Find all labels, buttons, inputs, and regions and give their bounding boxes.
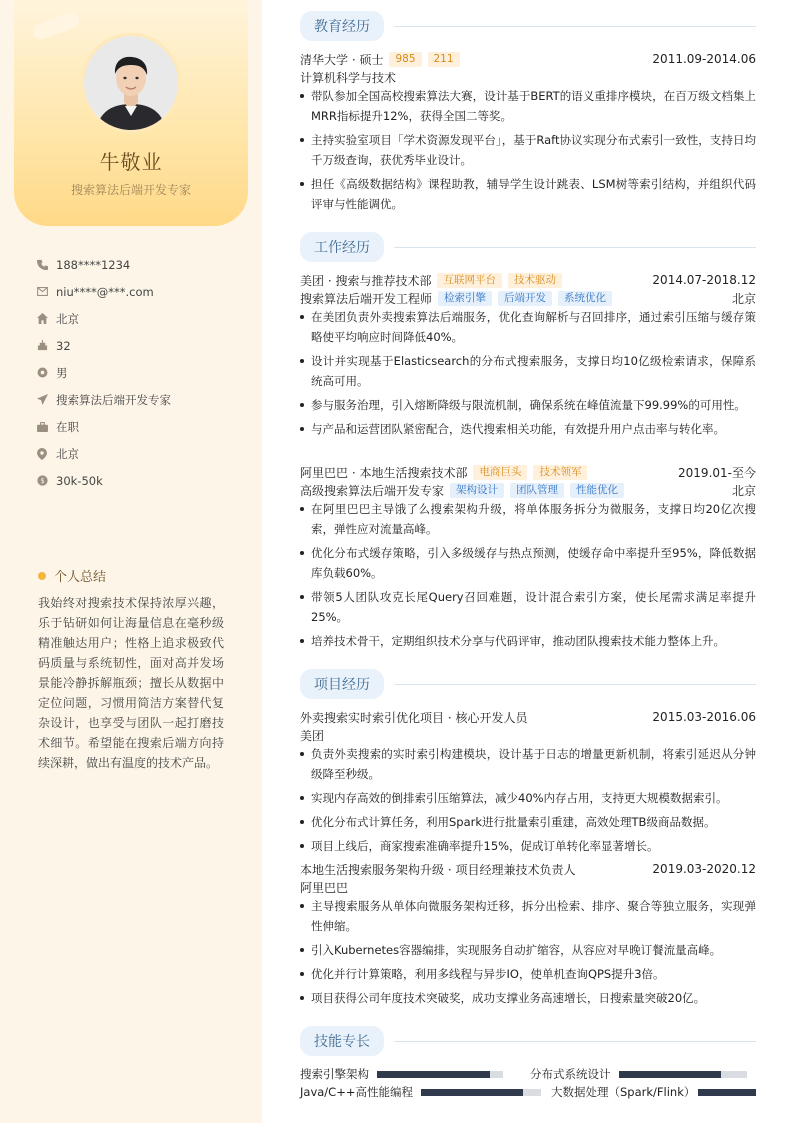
list-item: 在阿里巴巴主导饿了么搜索架构升级，将单体服务拆分为微服务，支撑日均20亿次搜索，弹性应对流量高峰。 <box>300 499 756 539</box>
job-company-row <box>300 271 756 289</box>
project-org-row <box>300 726 756 744</box>
skill-level-bar <box>377 1071 503 1078</box>
skill-level-fill <box>698 1089 756 1096</box>
job-role-row <box>300 289 756 307</box>
role-tag: 团队管理 <box>510 483 564 498</box>
section-title: 教育经历 <box>300 11 384 41</box>
section-work-heading <box>300 232 756 262</box>
job-city: 北京 <box>731 483 756 498</box>
company-tag: 技术驱动 <box>508 273 562 288</box>
info-row-target-role <box>36 386 246 413</box>
list-item: 主导搜索服务从单体向微服务架构迁移，拆分出检索、排序、聚合等独立服务，实现弹性伸缩。 <box>300 896 756 936</box>
skill-name: Java/C++高性能编程 <box>300 1085 413 1099</box>
info-row-phone <box>36 251 246 278</box>
info-row-status <box>36 413 246 440</box>
phone-icon <box>36 259 48 271</box>
skill-item <box>300 1065 503 1083</box>
skill-level-fill <box>377 1071 490 1078</box>
section-skills-heading <box>300 1026 756 1056</box>
list-item: 在美团负责外卖搜索算法后端服务，优化查询解析与召回排序，通过索引压缩与缓存策略使平均响应时间降低40%。 <box>300 307 756 347</box>
residence-text: 北京 <box>56 311 79 326</box>
summary-heading <box>38 566 106 585</box>
summary-text: 我始终对搜索技术保持浓厚兴趣，乐于钻研如何让海量信息在毫秒级精准触达用户；性格上追求极致代码质量与系统韧性，面对高并发场景能冷静拆解瓶颈；擅长从数据中定位问题，习惯用简洁方案替代复杂设计，也享受与团队一起打磨技术细节。希望能在搜索后端方向持续深耕，做出有温度的技术产品。 <box>38 596 224 770</box>
target-role-text: 搜索算法后端开发专家 <box>56 392 171 407</box>
mail-icon <box>36 286 48 298</box>
home-icon <box>36 313 48 325</box>
project-org: 美团 <box>300 728 325 743</box>
project-org-row <box>300 878 756 896</box>
company-tag: 电商巨头 <box>473 465 527 480</box>
school-tag: 211 <box>428 52 460 67</box>
section-title: 项目经历 <box>300 669 384 699</box>
contact-info-list <box>36 251 246 494</box>
job-bullets <box>300 307 756 443</box>
skill-name: 分布式系统设计 <box>530 1067 611 1081</box>
list-item: 优化分布式缓存策略，引入多级缓存与热点预测，使缓存命中率提升至95%，降低数据库负载60%。 <box>300 543 756 583</box>
candidate-name: 牛敬业 <box>99 150 163 174</box>
role-tag: 检索引擎 <box>438 291 492 306</box>
info-row-gender <box>36 359 246 386</box>
skill-level-bar <box>619 1071 747 1078</box>
phone-text: 188****1234 <box>56 257 131 272</box>
list-item: 设计并实现基于Elasticsearch的分布式搜索服务，支撑日均10亿级检索请求，保障系统高可用。 <box>300 351 756 391</box>
cake-icon <box>36 340 48 352</box>
major-row <box>300 68 756 86</box>
role-tag: 后端开发 <box>498 291 552 306</box>
major-name: 计算机科学与技术 <box>300 70 397 85</box>
company-name: 美团 · 搜索与推荐技术部 <box>300 273 432 288</box>
info-row-email <box>36 278 246 305</box>
skill-level-bar <box>421 1089 541 1096</box>
skill-level-fill <box>421 1089 523 1096</box>
job-date: 2014.07-2018.12 <box>652 273 756 287</box>
list-item: 与产品和运营团队紧密配合，迭代搜索相关功能，有效提升用户点击率与转化率。 <box>300 419 756 439</box>
gender-icon <box>36 367 48 379</box>
location-pin-icon <box>36 448 48 460</box>
skill-name: 大数据处理（Spark/Flink） <box>551 1085 696 1099</box>
divider <box>394 684 756 685</box>
project-date: 2019.03-2020.12 <box>652 862 756 876</box>
list-item: 担任《高级数据结构》课程助教，辅导学生设计跳表、LSM树等索引结构，并组织代码评审与性能调优。 <box>300 174 756 214</box>
job-date: 2019.01-至今 <box>678 465 756 480</box>
role-tag: 架构设计 <box>450 483 504 498</box>
education-bullets <box>300 86 756 218</box>
section-title: 技能专长 <box>300 1026 384 1056</box>
role-tag: 性能优化 <box>570 483 624 498</box>
list-item: 带队参加全国高校搜索算法大赛，设计基于BERT的语义重排序模块，在百万级文档集上MRR指标提升12%，获得全国二等奖。 <box>300 86 756 126</box>
list-item: 主持实验室项目「学术资源发现平台」，基于Raft协议实现分布式索引一致性，支持日均千万级查询，获优秀毕业设计。 <box>300 130 756 170</box>
company-tag: 技术领军 <box>533 465 587 480</box>
project-name: 本地生活搜索服务架构升级 · 项目经理兼技术负责人 <box>300 862 576 877</box>
divider <box>394 1041 756 1042</box>
project-row <box>300 708 756 726</box>
skill-name: 搜索引擎架构 <box>300 1067 369 1081</box>
skill-level-bar <box>698 1089 756 1096</box>
job-role-row <box>300 481 756 499</box>
age-text: 32 <box>56 338 71 353</box>
list-item: 带领5人团队攻克长尾Query召回难题，设计混合索引方案，使长尾需求满足率提升25%。 <box>300 587 756 627</box>
bullet-dot-icon <box>38 572 46 580</box>
gender-text: 男 <box>56 365 68 380</box>
salary-text: 30k-50k <box>56 473 103 488</box>
divider <box>394 247 756 248</box>
education-date: 2011.09-2014.06 <box>652 52 756 66</box>
role-tag: 系统优化 <box>558 291 612 306</box>
skill-item <box>300 1083 541 1101</box>
list-item: 项目上线后，商家搜索准确率提升15%，促成订单转化率显著增长。 <box>300 836 756 856</box>
skill-item <box>551 1083 756 1101</box>
briefcase-icon <box>36 421 48 433</box>
section-title: 工作经历 <box>300 232 384 262</box>
sidebar <box>0 0 262 1123</box>
job-role: 高级搜索算法后端开发专家 <box>300 483 445 498</box>
list-item: 参与服务治理，引入熔断降级与限流机制，确保系统在峰值流量下99.99%的可用性。 <box>300 395 756 415</box>
list-item: 优化并行计算策略，利用多线程与异步IO，使单机查询QPS提升3倍。 <box>300 964 756 984</box>
job-role: 搜索算法后端开发工程师 <box>300 291 433 306</box>
list-item: 引入Kubernetes容器编排，实现服务自动扩缩容，从容应对早晚订餐流量高峰。 <box>300 940 756 960</box>
project-name: 外卖搜索实时索引优化项目 · 核心开发人员 <box>300 710 528 725</box>
list-item: 项目获得公司年度技术突破奖，成功支撑业务高速增长，日搜索量突破20亿。 <box>300 988 756 1008</box>
target-city-text: 北京 <box>56 446 79 461</box>
project-org: 阿里巴巴 <box>300 880 349 895</box>
project-bullets <box>300 744 756 860</box>
project-row <box>300 860 756 878</box>
info-row-residence <box>36 305 246 332</box>
job-bullets <box>300 499 756 655</box>
list-item: 优化分布式计算任务，利用Spark进行批量索引重建，高效处理TB级商品数据。 <box>300 812 756 832</box>
project-bullets <box>300 896 756 1012</box>
education-row <box>300 50 756 68</box>
project-date: 2015.03-2016.06 <box>652 710 756 724</box>
section-education-heading <box>300 11 756 41</box>
summary-title: 个人总结 <box>54 570 107 585</box>
school-name: 清华大学 · 硕士 <box>300 52 384 67</box>
company-tag: 互联网平台 <box>437 273 502 288</box>
avatar <box>84 36 178 130</box>
school-tag: 985 <box>389 52 421 67</box>
info-row-age <box>36 332 246 359</box>
svg-text:$: $ <box>39 476 45 485</box>
company-name: 阿里巴巴 · 本地生活搜索技术部 <box>300 465 468 480</box>
email-text: niu****@***.com <box>56 284 154 299</box>
list-item: 实现内存高效的倒排索引压缩算法，减少40%内存占用，支持更大规模数据索引。 <box>300 788 756 808</box>
divider <box>394 26 756 27</box>
salary-icon <box>36 475 48 487</box>
section-projects-heading <box>300 669 756 699</box>
job-company-row <box>300 463 756 481</box>
list-item: 培养技术骨干，定期组织技术分享与代码评审，推动团队搜索技术能力整体上升。 <box>300 631 756 651</box>
info-row-target-city <box>36 440 246 467</box>
send-icon <box>36 394 48 406</box>
skill-item <box>530 1065 747 1083</box>
candidate-title: 搜索算法后端开发专家 <box>70 183 191 197</box>
job-city: 北京 <box>731 291 756 306</box>
info-row-salary <box>36 467 246 494</box>
list-item: 负责外卖搜索的实时索引构建模块，设计基于日志的增量更新机制，将索引延迟从分钟级降至秒级。 <box>300 744 756 784</box>
skill-level-fill <box>619 1071 721 1078</box>
status-text: 在职 <box>56 419 79 434</box>
